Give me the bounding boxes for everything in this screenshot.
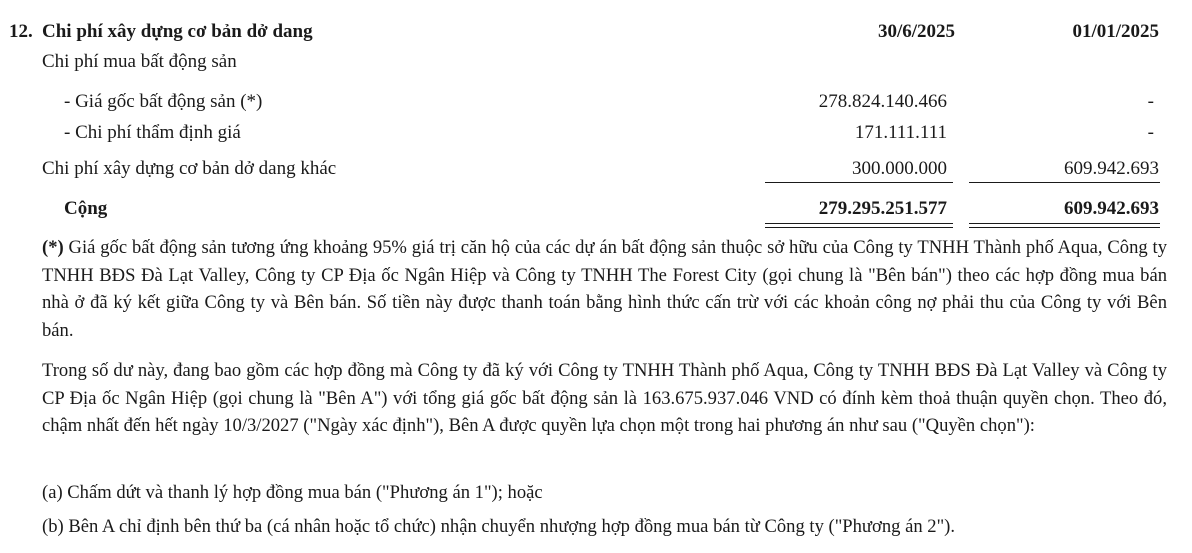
row-value-col2: 609.942.693 xyxy=(1064,158,1159,179)
row-value-col1: 300.000.000 xyxy=(852,158,947,179)
column-header-30-6-2025: 30/6/2025 xyxy=(877,21,955,42)
table-row xyxy=(0,118,1192,148)
total-double-rule-col1-bottom xyxy=(765,227,953,228)
note-title: Chi phí xây dựng cơ bản dở dang xyxy=(42,21,313,42)
table-row xyxy=(0,154,1192,184)
body-paragraph: Trong số dư này, đang bao gồm các hợp đồng mà Công ty đã ký với Công ty TNHH Thành phố Aqua, Công ty TNHH BĐS Đà Lạt Valley và Công ty CP Địa ốc Ngân Hiệp (gọi chung là "Bên A") với tổng giá gốc bất động sản là 163.675.937.046 VND có đính kèm thoả thuận quyền chọn. Theo đó, chậm nhất đến hết ngày 10/3/2027 ("Ngày xác định"), Bên A được quyền lựa chọn một trong hai phương án như sau ("Quyền chọn"): xyxy=(42,360,1167,436)
total-double-rule-col2-bottom xyxy=(969,227,1160,228)
total-value-col1: 279.295.251.577 xyxy=(818,198,947,219)
column-header-01-01-2025: 01/01/2025 xyxy=(1072,21,1159,42)
note-header xyxy=(0,17,1192,47)
footnote-text: Giá gốc bất động sản tương ứng khoảng 95% giá trị căn hộ của các dự án bất động sản thuộc sở hữu của Công ty TNHH Thành phố Aqua, Công ty TNHH BĐS Đà Lạt Valley, Công ty CP Địa ốc Ngân Hiệp và Công ty TNHH The Forest City (gọi chung là "Bên bán") theo các hợp đồng mua bán nhà ở đã ký kết giữa Công ty và Bên bán. Số tiền này được thanh toán bằng hình thức cấn trừ với các khoản công nợ phải thu của Công ty với Bên bán. xyxy=(42,237,1167,341)
total-double-rule-col1-top xyxy=(765,223,953,224)
total-label: Cộng xyxy=(64,198,108,219)
option-a: (a) Chấm dứt và thanh lý hợp đồng mua bán ("Phương án 1"); hoặc xyxy=(42,482,543,503)
row-label: Chi phí mua bất động sản xyxy=(42,51,237,72)
total-value-col2: 609.942.693 xyxy=(1064,198,1159,219)
row-label: - Chi phí thẩm định giá xyxy=(64,122,241,143)
table-row xyxy=(0,87,1192,117)
note-number: 12. xyxy=(9,21,33,42)
table-row xyxy=(0,47,1192,77)
row-value-col2: - xyxy=(1147,91,1154,112)
row-label: - Giá gốc bất động sản (*) xyxy=(64,91,263,112)
row-label: Chi phí xây dựng cơ bản dở dang khác xyxy=(42,158,337,179)
row-value-col1: 278.824.140.466 xyxy=(818,91,947,112)
row-value-col2: - xyxy=(1147,122,1154,143)
footnote-marker: (*) xyxy=(42,237,64,258)
footnote xyxy=(42,234,1167,344)
subtotal-rule-col2 xyxy=(969,182,1160,183)
table-total-row xyxy=(0,194,1192,224)
total-double-rule-col2-top xyxy=(969,223,1160,224)
row-value-col1: 171.111.111 xyxy=(854,122,947,143)
option-b: (b) Bên A chỉ định bên thứ ba (cá nhân hoặc tổ chức) nhận chuyển nhượng hợp đồng mua bán từ Công ty ("Phương án 2"). xyxy=(42,516,956,537)
subtotal-rule-col1 xyxy=(765,182,953,183)
